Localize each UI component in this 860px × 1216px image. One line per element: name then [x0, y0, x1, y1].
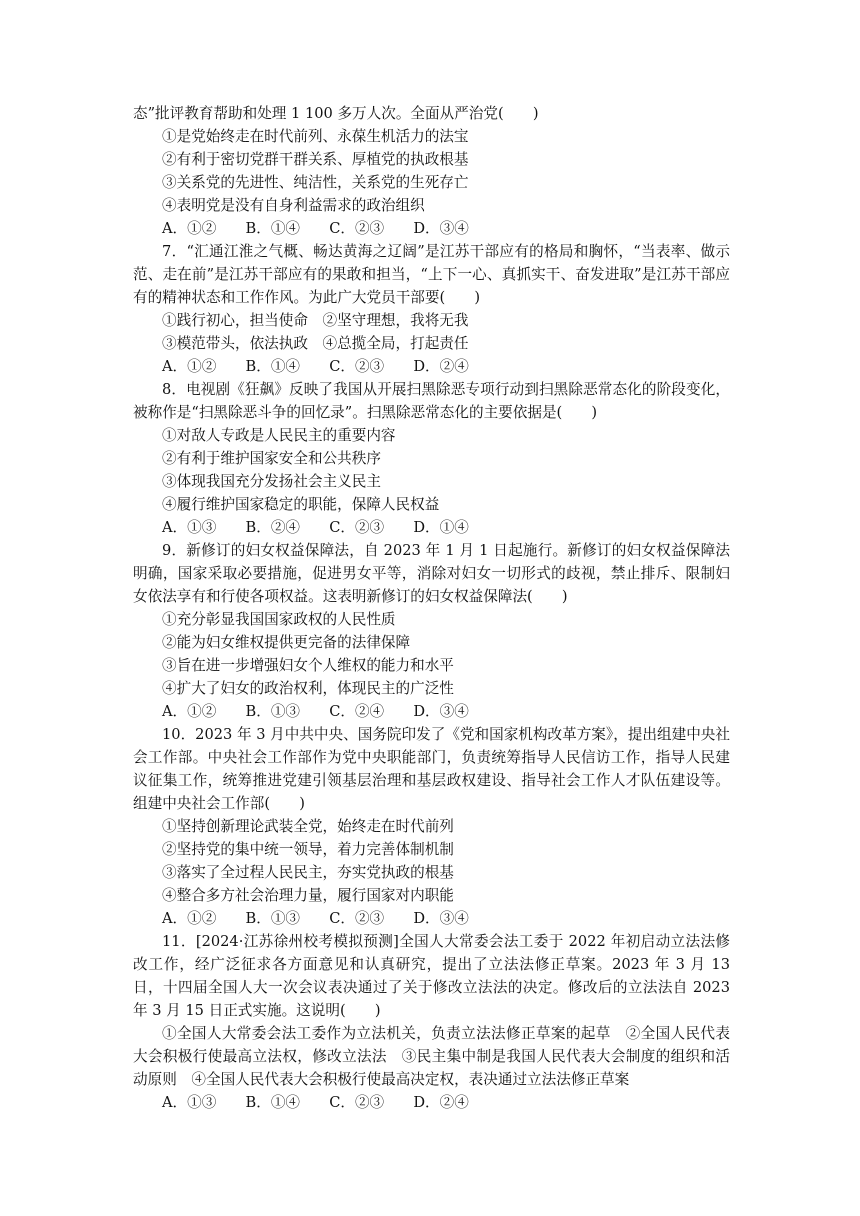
page-content: [133, 102, 730, 1114]
question-10-stem: 10．2023 年 3 月中共中央、国务院印发了《党和国家机构改革方案》，提出组建中央社会工作部。中央社会工作部作为党中央职能部门，负责统筹指导人民信访工作，指导人民建议征集工作，统筹推进党建引领基层治理和基层政权建设、指导社会工作人才队伍建设等。组建中央社会工作部( ): [133, 726, 730, 812]
question-8: [133, 378, 730, 539]
question-6-option-2: ②有利于密切党群干群关系、厚植党的执政根基: [162, 151, 469, 168]
question-7: [133, 240, 730, 378]
question-8-option-3: ③体现我国充分发扬社会主义民主: [162, 473, 381, 490]
question-9-option-4: ④扩大了妇女的政治权利，体现民主的广泛性: [162, 680, 454, 697]
question-9-option-2: ②能为妇女维权提供更完备的法律保障: [162, 634, 411, 651]
question-6-option-3: ③关系党的先进性、纯洁性，关系党的生死存亡: [162, 174, 469, 191]
question-9-option-3: ③旨在进一步增强妇女个人维权的能力和水平: [162, 657, 454, 674]
question-9-option-1: ①充分彰显我国国家政权的人民性质: [162, 611, 396, 628]
question-7-choices: A．①② B．①④ C．②③ D．②④: [162, 358, 469, 375]
question-7-stem: 7．“汇通江淮之气概、畅达黄海之辽阔”是江苏干部应有的格局和胸怀，“当表率、做示范、走在前”是江苏干部应有的果敢和担当，“上下一心、真抓实干、奋发进取”是江苏干部应有的精神状态和工作作风。为此广大党员干部要( ): [133, 243, 730, 306]
question-8-option-4: ④履行维护国家稳定的职能，保障人民权益: [162, 496, 440, 513]
question-8-choices: A．①③ B．②④ C．②③ D．①④: [162, 519, 469, 536]
question-6-option-4: ④表明党是没有自身利益需求的政治组织: [162, 197, 425, 214]
question-8-stem: 8．电视剧《狂飙》反映了我国从开展扫黑除恶专项行动到扫黑除恶常态化的阶段变化，被称作是“扫黑除恶斗争的回忆录”。扫黑除恶常态化的主要依据是( ): [133, 381, 730, 421]
question-10-option-1: ①坚持创新理论武装全党，始终走在时代前列: [162, 818, 454, 835]
question-11-choices: A．①③ B．①④ C．②③ D．②④: [162, 1094, 469, 1111]
question-6-stem-tail: 态”批评教育帮助和处理 1 100 多万人次。全面从严治党( ): [133, 105, 539, 122]
question-6: [133, 102, 730, 240]
question-9-choices: A．①② B．①③ C．②④ D．③④: [162, 703, 469, 720]
question-10-option-4: ④整合多方社会治理力量，履行国家对内职能: [162, 887, 454, 904]
question-8-option-2: ②有利于维护国家安全和公共秩序: [162, 450, 381, 467]
question-8-option-1: ①对敌人专政是人民民主的重要内容: [162, 427, 396, 444]
question-10-option-2: ②坚持党的集中统一领导，着力完善体制机制: [162, 841, 454, 858]
question-7-option-row-1: ①践行初心，担当使命 ②坚守理想，我将无我: [162, 312, 469, 329]
question-10-choices: A．①② B．①③ C．②③ D．③④: [162, 910, 469, 927]
question-11-stem: 11．[2024·江苏徐州校考模拟预测]全国人大常委会法工委于 2022 年初启动立法法修改工作，经广泛征求各方面意见和认真研究，提出了立法法修正草案。2023 年 3 月 13 日，十四届全国人大一次会议表决通过了关于修改立法法的决定。修改后的立法法自 2023 年 3 月 15 日正式实施。这说明( ): [133, 933, 730, 1019]
question-10: [133, 723, 730, 930]
question-6-option-1: ①是党始终走在时代前列、永葆生机活力的法宝: [162, 128, 469, 145]
question-9-stem: 9．新修订的妇女权益保障法，自 2023 年 1 月 1 日起施行。新修订的妇女权益保障法明确，国家采取必要措施，促进男女平等，消除对妇女一切形式的歧视，禁止排斥、限制妇女依法享有和行使各项权益。这表明新修订的妇女权益保障法( ): [133, 542, 730, 605]
question-6-choices: A．①② B．①④ C．②③ D．③④: [162, 220, 469, 237]
question-11: [133, 930, 730, 1114]
question-9: [133, 539, 730, 723]
question-7-option-row-2: ③模范带头，依法执政 ④总揽全局，打起责任: [162, 335, 469, 352]
question-11-options: ①全国人大常委会法工委作为立法机关，负责立法法修正草案的起草 ②全国人民代表大会积极行使最高立法权，修改立法法 ③民主集中制是我国人民代表大会制度的组织和活动原则 ④全国人民代表大会积极行使最高决定权，表决通过立法法修正草案: [133, 1025, 730, 1088]
question-10-option-3: ③落实了全过程人民民主，夯实党执政的根基: [162, 864, 454, 881]
